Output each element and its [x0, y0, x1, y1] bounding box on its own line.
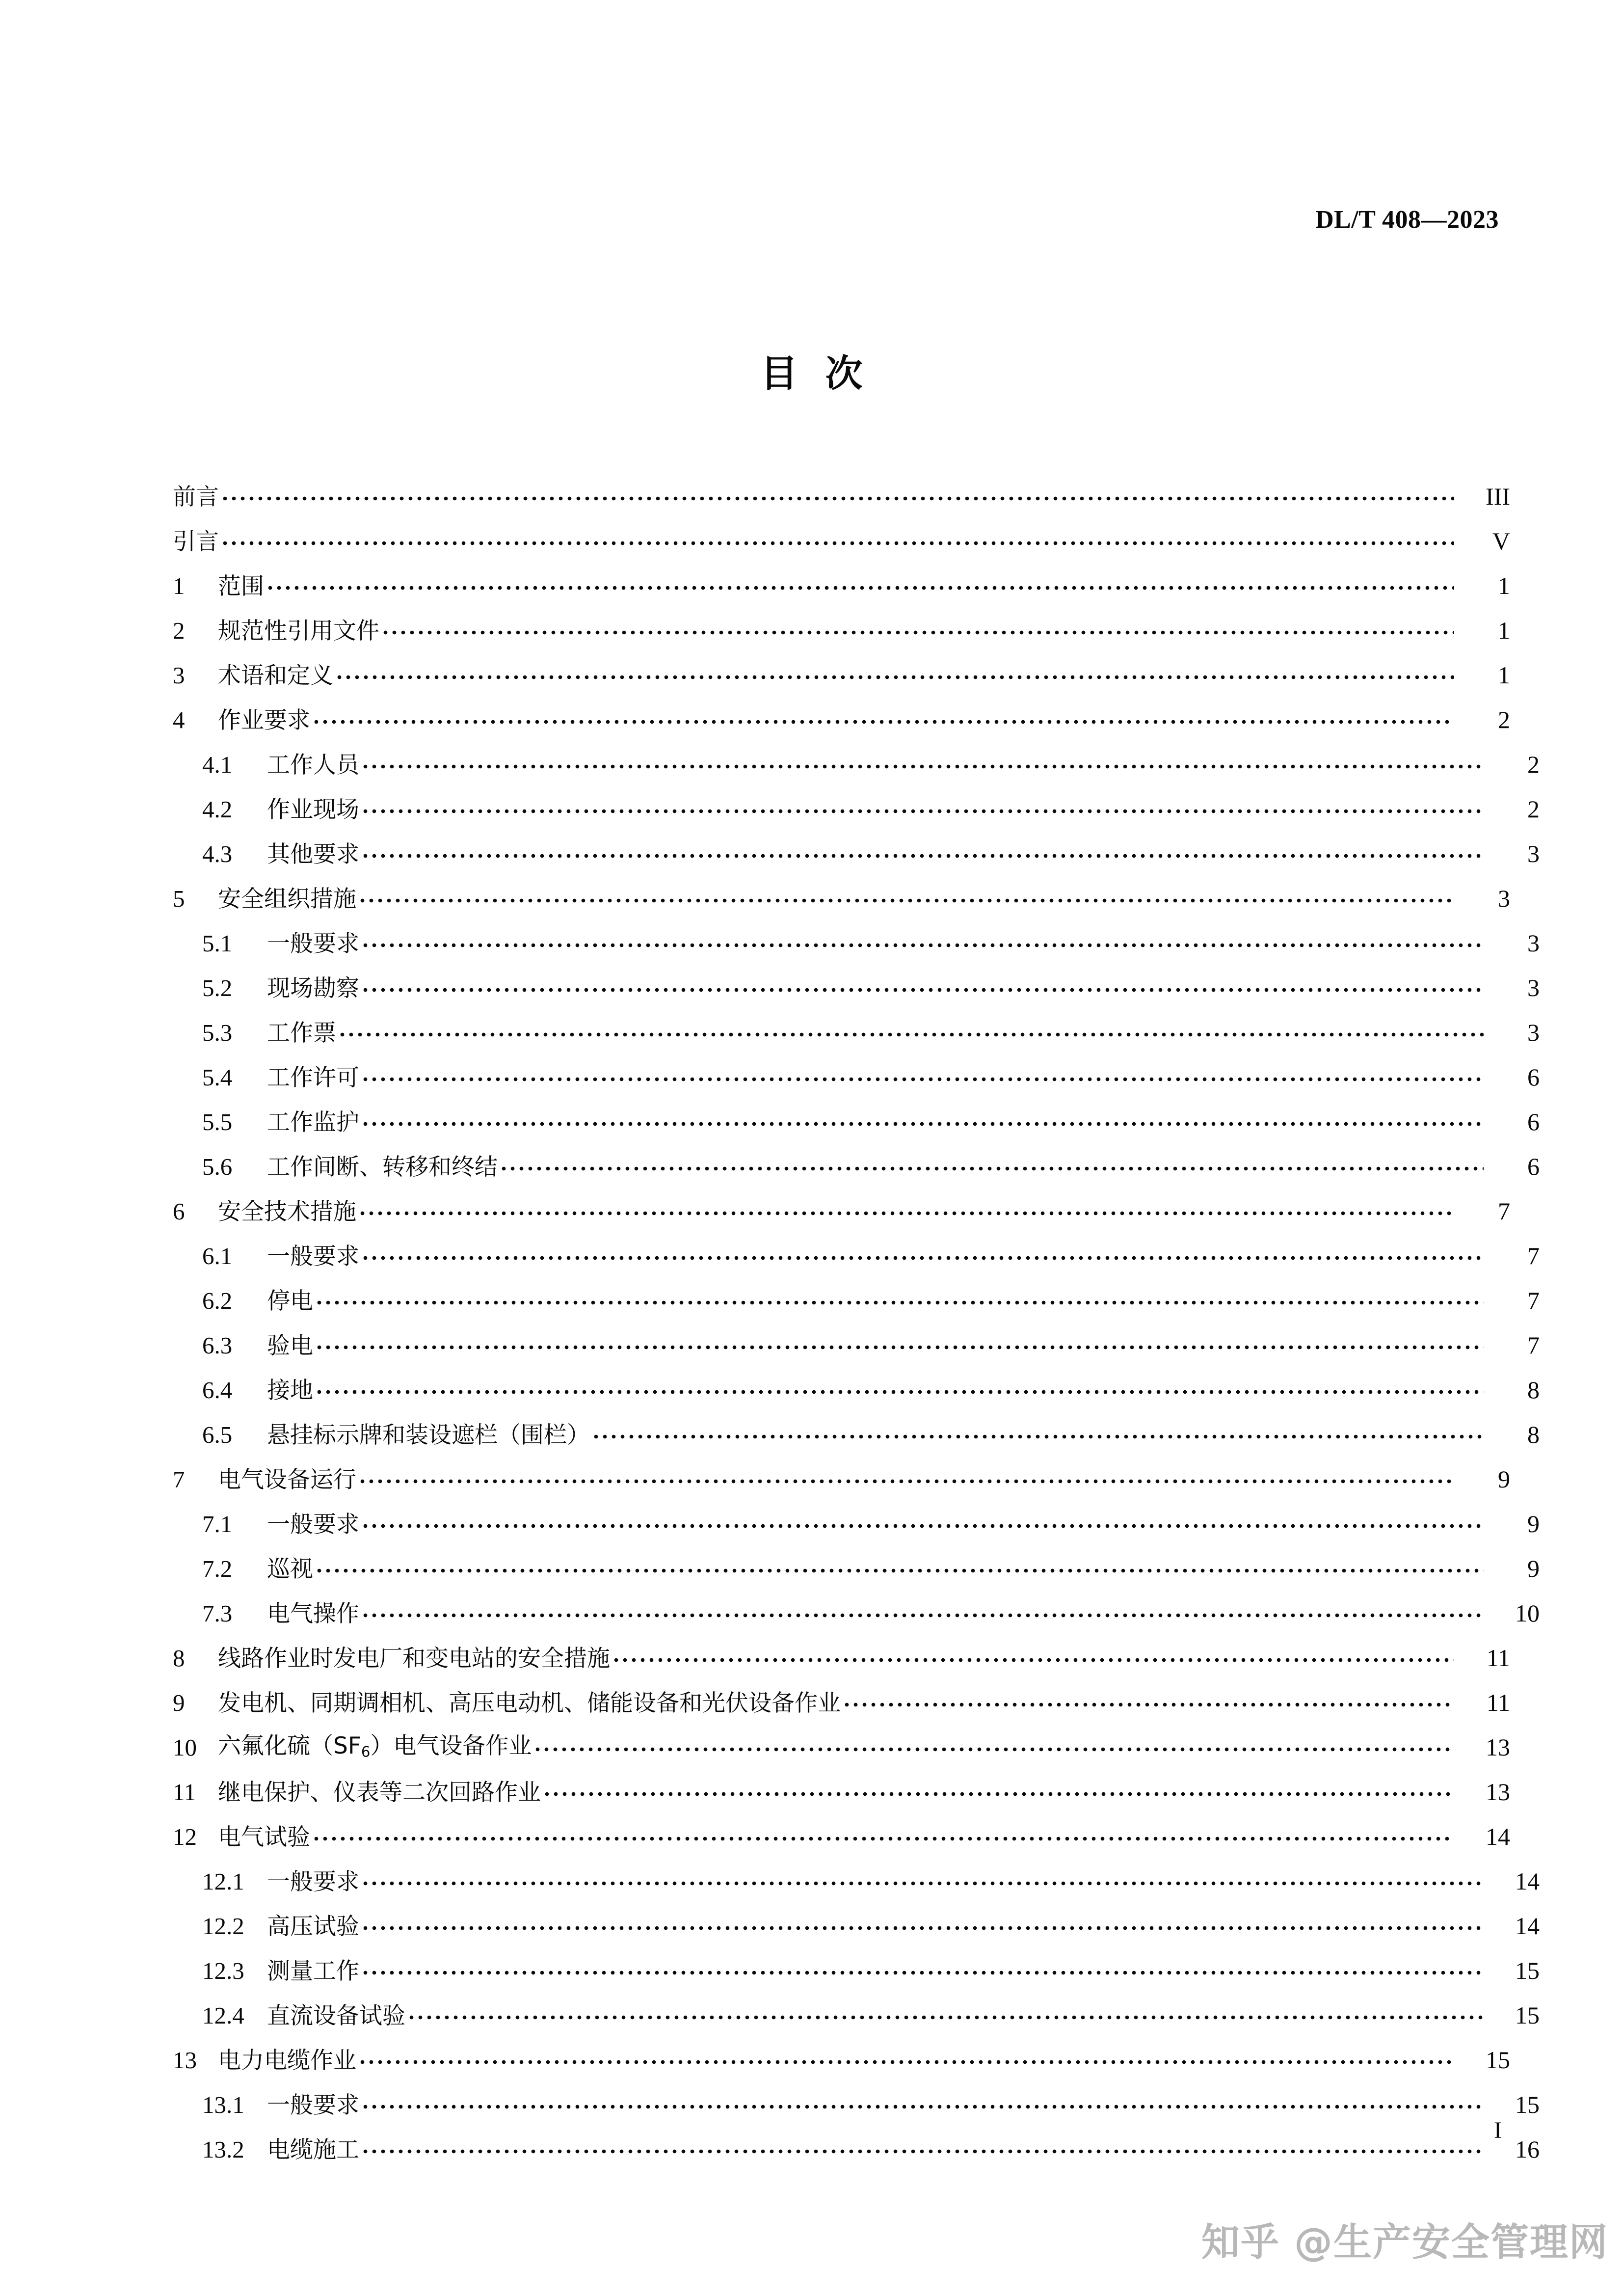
- toc-entry-label: 线路作业时发电厂和变电站的安全措施: [218, 1645, 610, 1672]
- toc-entry-page-number: 3: [1527, 974, 1540, 1001]
- toc-entry-number: 6.1: [202, 1243, 233, 1270]
- toc-entry[interactable]: [173, 2117, 1540, 2161]
- toc-entry[interactable]: [173, 1134, 1540, 1179]
- toc-leader-dots: [363, 2117, 1484, 2161]
- toc-entry-label: 电气操作: [267, 1600, 359, 1627]
- toc-entry[interactable]: [173, 1536, 1540, 1581]
- toc-entry-number: 5.6: [202, 1153, 233, 1180]
- table-of-contents: [173, 464, 1540, 2163]
- toc-leader-dots: [317, 1313, 1484, 1357]
- toc-entry-label: 悬挂标示牌和装设遮栏（围栏）: [267, 1422, 590, 1449]
- running-header-standard-code: DL/T 408—2023: [1315, 206, 1499, 234]
- toc-entry[interactable]: [173, 1759, 1510, 1804]
- toc-entry-label: 继电保护、仪表等二次回路作业: [218, 1779, 541, 1806]
- toc-entry[interactable]: [173, 1581, 1540, 1625]
- toc-leader-dots: [502, 1134, 1484, 1179]
- toc-entry-label: 发电机、同期调相机、高压电动机、储能设备和光伏设备作业: [218, 1690, 841, 1717]
- toc-entry-number: 13.2: [202, 2136, 244, 2163]
- toc-entry-page-number: 3: [1527, 929, 1540, 957]
- toc-entry[interactable]: [173, 1715, 1510, 1759]
- toc-entry-number: 6.3: [202, 1332, 233, 1359]
- toc-entry-number: 10: [173, 1734, 197, 1761]
- toc-entry-label: 电力电缆作业: [218, 2047, 356, 2074]
- toc-entry-label: 一般要求: [267, 930, 359, 957]
- toc-entry-label: 现场勘察: [267, 975, 359, 1002]
- toc-entry-page-number: 6: [1527, 1153, 1540, 1180]
- toc-leader-dots: [340, 1000, 1484, 1045]
- toc-leader-dots: [268, 553, 1454, 598]
- toc-entry[interactable]: [173, 1313, 1540, 1357]
- toc-leader-dots: [363, 1581, 1484, 1625]
- toc-entry-label: 工作间断、转移和终结: [267, 1154, 498, 1181]
- toc-entry-page-number: 1: [1498, 572, 1510, 599]
- toc-entry[interactable]: [173, 1268, 1540, 1313]
- toc-leader-dots: [363, 1938, 1484, 1983]
- toc-entry-page-number: 7: [1527, 1331, 1540, 1359]
- toc-entry[interactable]: [173, 1179, 1510, 1223]
- toc-entry-label: 高压试验: [267, 1913, 359, 1940]
- toc-leader-dots: [363, 1491, 1484, 1536]
- toc-leader-dots: [317, 1536, 1484, 1581]
- toc-leader-dots: [223, 464, 1454, 509]
- toc-entry-number: 6.4: [202, 1377, 233, 1404]
- toc-entry-number: 7.3: [202, 1600, 233, 1627]
- toc-entry-label: 工作许可: [267, 1064, 359, 1091]
- toc-entry-label: 测量工作: [267, 1958, 359, 1985]
- toc-leader-dots: [363, 955, 1484, 1000]
- toc-entry-page-number: 9: [1527, 1555, 1540, 1582]
- toc-entry-page-number: 15: [1515, 1957, 1540, 1984]
- toc-entry-label: 电气试验: [218, 1824, 310, 1851]
- toc-entry-number: 2: [173, 617, 185, 644]
- toc-entry-label: 停电: [267, 1288, 313, 1315]
- watermark: 知乎 @生产安全管理网: [1201, 2220, 1608, 2265]
- toc-entry[interactable]: [173, 1670, 1510, 1715]
- toc-entry-page-number: 8: [1527, 1376, 1540, 1404]
- toc-entry-number: 4.3: [202, 840, 233, 867]
- toc-entry-label: 安全技术措施: [218, 1198, 356, 1225]
- toc-leader-dots: [594, 1402, 1484, 1447]
- toc-leader-dots: [317, 1268, 1484, 1313]
- toc-entry-number: 4.2: [202, 796, 233, 823]
- toc-entry[interactable]: [173, 955, 1540, 1000]
- toc-entry-page-number: 15: [1486, 2046, 1510, 2074]
- toc-entry-page-number: 13: [1486, 1778, 1510, 1806]
- toc-entry-page-number: 10: [1515, 1599, 1540, 1627]
- toc-entry[interactable]: [173, 2072, 1540, 2117]
- toc-entry-page-number: 9: [1527, 1510, 1540, 1538]
- toc-entry-page-number: 13: [1486, 1733, 1510, 1761]
- toc-entry[interactable]: [173, 866, 1510, 911]
- toc-entry-page-number: 6: [1527, 1108, 1540, 1135]
- toc-leader-dots: [360, 866, 1454, 911]
- toc-entry-page-number: 2: [1498, 706, 1510, 733]
- toc-leader-dots: [363, 732, 1484, 777]
- page-title: 目次: [760, 351, 890, 395]
- toc-leader-dots: [360, 1447, 1454, 1491]
- toc-entry-label: 一般要求: [267, 1511, 359, 1538]
- toc-entry[interactable]: [173, 1938, 1540, 1983]
- toc-entry[interactable]: [173, 777, 1540, 821]
- toc-entry-label: 接地: [267, 1377, 313, 1404]
- toc-entry-page-number: 11: [1486, 1644, 1510, 1672]
- toc-entry-label: 术语和定义: [218, 662, 333, 689]
- toc-entry-number: 7.2: [202, 1555, 233, 1582]
- toc-leader-dots: [409, 1983, 1484, 2027]
- toc-entry[interactable]: [173, 553, 1510, 598]
- toc-entry-number: 5.1: [202, 930, 233, 957]
- toc-leader-dots: [363, 1849, 1484, 1893]
- toc-entry-number: 13.1: [202, 2091, 244, 2118]
- toc-entry-number: 1: [173, 572, 185, 599]
- page-folio: I: [1494, 2117, 1502, 2143]
- toc-entry-label: 一般要求: [267, 2092, 359, 2119]
- toc-entry-number: 13: [173, 2047, 197, 2074]
- toc-entry-number: 5.4: [202, 1064, 233, 1091]
- toc-entry-label: 巡视: [267, 1556, 313, 1583]
- toc-entry-page-number: V: [1492, 527, 1510, 555]
- toc-entry-page-number: 8: [1527, 1421, 1540, 1448]
- toc-entry-page-number: 11: [1486, 1689, 1510, 1716]
- toc-entry[interactable]: [173, 687, 1510, 732]
- toc-entry-number: 12.4: [202, 2002, 244, 2029]
- toc-entry-page-number: 14: [1515, 1867, 1540, 1895]
- toc-entry[interactable]: [173, 1983, 1540, 2027]
- toc-entry-page-number: 2: [1527, 751, 1540, 778]
- toc-entry-number: 7: [173, 1466, 185, 1493]
- toc-leader-dots: [314, 687, 1454, 732]
- toc-leader-dots: [317, 1357, 1484, 1402]
- toc-entry-page-number: 3: [1527, 840, 1540, 867]
- toc-entry[interactable]: [173, 1893, 1540, 1938]
- toc-entry-number: 9: [173, 1689, 185, 1716]
- toc-entry-label: 前言: [173, 484, 219, 511]
- toc-entry[interactable]: [173, 1625, 1510, 1670]
- toc-entry-number: 11: [173, 1779, 196, 1806]
- toc-leader-dots: [337, 643, 1454, 687]
- toc-leader-dots: [360, 1179, 1454, 1223]
- toc-entry[interactable]: [173, 598, 1510, 643]
- toc-entry-page-number: 1: [1498, 661, 1510, 689]
- toc-entry-label: 作业要求: [218, 707, 310, 734]
- toc-entry-label: 范围: [218, 573, 264, 600]
- toc-leader-dots: [363, 1893, 1484, 1938]
- toc-entry-number: 6.5: [202, 1421, 233, 1448]
- toc-entry-page-number: 14: [1486, 1823, 1510, 1850]
- toc-entry-page-number: 15: [1515, 2001, 1540, 2029]
- toc-entry-label: 一般要求: [267, 1868, 359, 1895]
- toc-entry-number: 4.1: [202, 751, 233, 778]
- toc-entry-number: 7.1: [202, 1511, 233, 1538]
- toc-entry-page-number: 9: [1498, 1465, 1510, 1493]
- toc-leader-dots: [363, 911, 1484, 955]
- toc-entry-number: 6: [173, 1198, 185, 1225]
- toc-leader-dots: [363, 821, 1484, 866]
- toc-entry-number: 5: [173, 885, 185, 912]
- toc-leader-dots: [535, 1715, 1454, 1759]
- toc-entry-number: 12.3: [202, 1957, 244, 1984]
- toc-entry-page-number: 2: [1527, 795, 1540, 823]
- toc-entry-number: 8: [173, 1645, 185, 1672]
- toc-leader-dots: [223, 509, 1454, 553]
- toc-leader-dots: [363, 777, 1484, 821]
- toc-entry-number: 5.2: [202, 974, 233, 1001]
- toc-entry[interactable]: [173, 821, 1540, 866]
- toc-entry-label: 规范性引用文件: [218, 618, 379, 645]
- toc-entry-number: 5.5: [202, 1108, 233, 1135]
- toc-entry-label: 工作监护: [267, 1109, 359, 1136]
- toc-entry-page-number: 6: [1527, 1063, 1540, 1091]
- toc-entry-page-number: III: [1486, 483, 1510, 510]
- toc-leader-dots: [360, 2027, 1454, 2072]
- toc-entry[interactable]: [173, 1223, 1540, 1268]
- toc-entry-number: 5.3: [202, 1019, 233, 1046]
- toc-entry-number: 6.2: [202, 1287, 233, 1314]
- toc-entry[interactable]: [173, 643, 1510, 687]
- toc-entry[interactable]: [173, 464, 1510, 509]
- toc-entry-page-number: 16: [1515, 2135, 1540, 2163]
- toc-entry-page-number: 3: [1527, 1019, 1540, 1046]
- toc-entry-label: 引言: [173, 528, 219, 555]
- toc-entry-number: 12.1: [202, 1868, 244, 1895]
- toc-leader-dots: [845, 1670, 1454, 1715]
- toc-leader-dots: [383, 598, 1454, 643]
- toc-entry[interactable]: [173, 911, 1540, 955]
- toc-entry-number: 12.2: [202, 1913, 244, 1940]
- toc-entry-label: 验电: [267, 1332, 313, 1359]
- toc-leader-dots: [363, 1089, 1484, 1134]
- toc-entry-number: 3: [173, 662, 185, 689]
- toc-entry-page-number: 7: [1527, 1287, 1540, 1314]
- toc-entry-label: 六氟化硫$(SF_6)$电气设备作业: [218, 1732, 532, 1760]
- toc-entry[interactable]: [173, 1402, 1540, 1447]
- toc-entry-page-number: 15: [1515, 2091, 1540, 2118]
- toc-leader-dots: [545, 1759, 1454, 1804]
- toc-entry-page-number: 7: [1527, 1242, 1540, 1270]
- toc-entry-number: 12: [173, 1823, 197, 1850]
- toc-leader-dots: [363, 2072, 1484, 2117]
- toc-entry[interactable]: [173, 1447, 1510, 1491]
- toc-entry-page-number: 3: [1498, 885, 1510, 912]
- toc-entry-label: 工作人员: [267, 752, 359, 779]
- toc-entry[interactable]: [173, 1804, 1510, 1849]
- toc-entry[interactable]: [173, 1000, 1540, 1045]
- toc-leader-dots: [614, 1625, 1454, 1670]
- toc-entry-label: 工作票: [267, 1020, 336, 1047]
- toc-entry[interactable]: [173, 1089, 1540, 1134]
- toc-entry[interactable]: [173, 1849, 1540, 1893]
- toc-entry-label: 电缆施工: [267, 2136, 359, 2163]
- toc-entry-label: 电气设备运行: [218, 1466, 356, 1493]
- toc-entry[interactable]: [173, 2027, 1510, 2072]
- toc-entry-label: 其他要求: [267, 841, 359, 868]
- toc-entry[interactable]: [173, 1045, 1540, 1089]
- toc-entry[interactable]: [173, 732, 1540, 777]
- toc-entry-page-number: 7: [1498, 1197, 1510, 1225]
- toc-entry-label: 安全组织措施: [218, 886, 356, 913]
- toc-entry-label: 直流设备试验: [267, 2002, 405, 2029]
- toc-leader-dots: [314, 1804, 1454, 1849]
- toc-entry-label: 作业现场: [267, 796, 359, 823]
- toc-entry[interactable]: [173, 509, 1510, 553]
- toc-entry-page-number: 1: [1498, 617, 1510, 644]
- toc-entry[interactable]: [173, 1357, 1540, 1402]
- toc-entry-label: 一般要求: [267, 1243, 359, 1270]
- toc-entry[interactable]: [173, 1491, 1540, 1536]
- toc-leader-dots: [363, 1223, 1484, 1268]
- toc-leader-dots: [363, 1045, 1484, 1089]
- toc-entry-page-number: 14: [1515, 1912, 1540, 1940]
- toc-entry-number: 4: [173, 706, 185, 733]
